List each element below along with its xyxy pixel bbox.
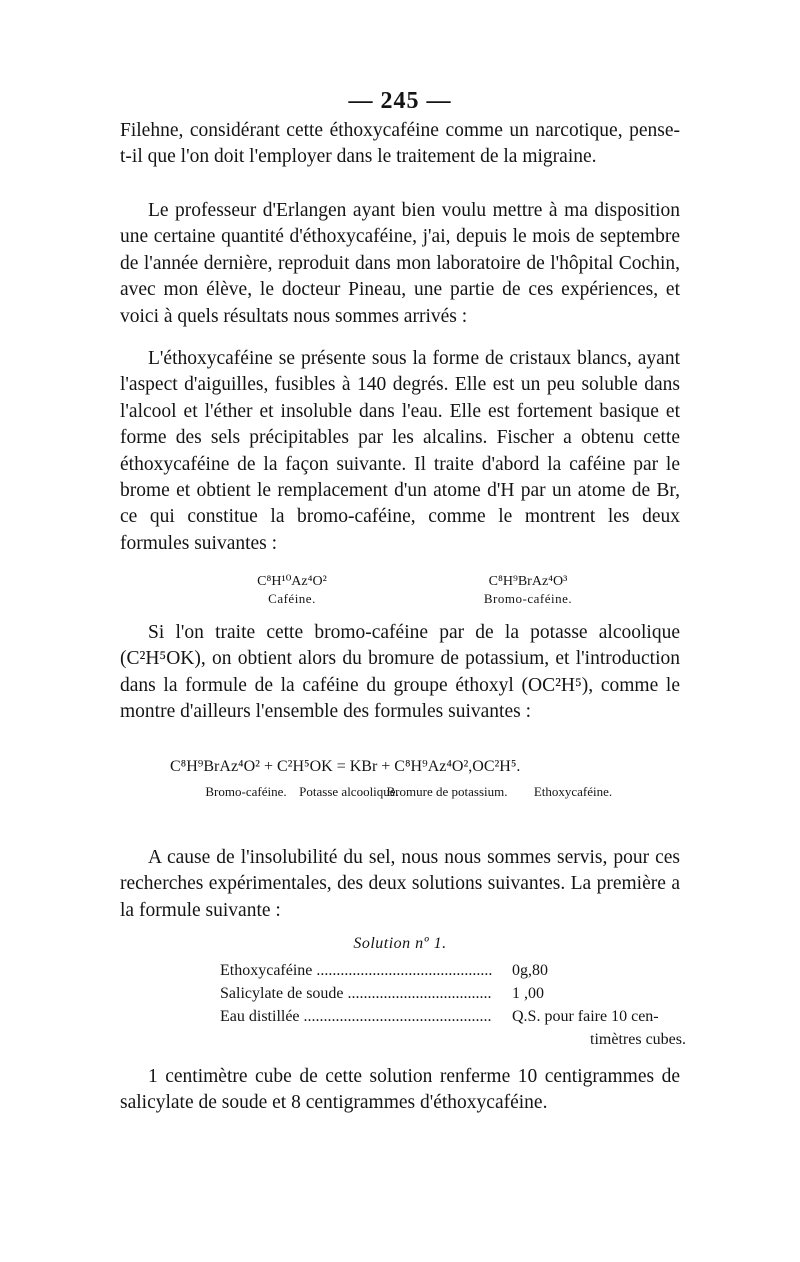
- paragraph-3: [120, 346, 680, 557]
- recipe-ingredient: Eau distillée .....: [220, 1008, 492, 1026]
- formula-text: C⁸H¹⁰Az⁴O²: [257, 574, 327, 589]
- recipe-quantity: 0g,80: [512, 962, 548, 979]
- paragraph-5: [120, 845, 680, 924]
- formula-bromo-cafeine: [448, 573, 608, 607]
- formula-cafeine: [232, 573, 352, 607]
- paragraph-text: L'éthoxycaféine se présente sous la forme de cristaux blancs, ayant l'aspect d'aiguilles, fusibles à 140 degrés. Elle est un peu soluble dans l'alcool et l'éther et insoluble dans l'eau. Elle est fortement basique et forme des sels précipitables par les alcalins. Fischer a obtenu cette éthoxycaféine de la façon suivante. Il traite d'abord la caféine par le brome et obtient le remplacement d'un atome d'H par un atome de Br, ce qui constitue la bromo-caféine, comme le montrent les deux formules suivantes :: [120, 348, 680, 554]
- paragraph-6: [120, 1064, 680, 1117]
- recipe-ingredient: Salicylate de soude .....: [220, 985, 492, 1003]
- formula-caption: Bromo-caféine.: [483, 591, 573, 606]
- paragraph-2: [120, 198, 680, 330]
- paragraph-text: Si l'on traite cette bromo-caféine par de la potasse alcoolique (C²H⁵OK), on obtient alors du bromure de potassium, et l'introduction dans la formule de la caféine du groupe éthoxyl (OC²H⁵), comme le montre d'ailleurs l'ensemble des formules suivantes :: [120, 622, 680, 723]
- recipe-row: [220, 985, 700, 1007]
- paragraph-text: Le professeur d'Erlangen ayant bien voulu mettre à ma disposition une certaine quantité d'éthoxycaféine, j'ai, depuis le mois de septembre de l'année dernière, reproduit dans mon laboratoire de l'hôpital Cochin, avec mon élève, le docteur Pineau, une partie de ces expériences, et voici à quels résultats nous sommes arrivés :: [120, 200, 680, 327]
- recipe-quantity-continuation: timètres cubes.: [590, 1031, 686, 1048]
- equation-caption-ethoxycafeine: Ethoxycaféine.: [533, 784, 613, 799]
- recipe-quantity: 1 ,00: [512, 985, 544, 1002]
- paragraph-text: 1 centimètre cube de cette solution renferme 10 centigrammes de salicylate de soude et 8 centigrammes d'éthoxycaféine.: [120, 1066, 680, 1114]
- equation-caption-bromo-cafeine: Bromo-caféine.: [205, 784, 287, 799]
- equation-caption-bromure: Bromure de potassium.: [386, 784, 508, 799]
- page-number: — 245 —: [348, 88, 452, 114]
- equation-caption-potasse: Potasse alcoolique.: [299, 784, 399, 799]
- reaction-equation: C⁸H⁹BrAz⁴O² + C²H⁵OK = KBr + C⁸H⁹Az⁴O²,OC²H⁵.: [170, 758, 521, 775]
- recipe-quantity: Q.S. pour faire 10 cen-: [512, 1008, 659, 1025]
- paragraph-1: [120, 118, 680, 171]
- solution-title: Solution nº 1.: [353, 935, 447, 952]
- formula-text: C⁸H⁹BrAz⁴O³: [488, 574, 568, 589]
- recipe-row: [220, 962, 700, 984]
- recipe-ingredient: Ethoxycaféine .....: [220, 962, 492, 980]
- formula-caption: Caféine.: [268, 591, 316, 606]
- paragraph-4: [120, 620, 680, 726]
- paragraph-text: A cause de l'insolubilité du sel, nous nous sommes servis, pour ces recherches expérimentales, des deux solutions suivantes. La première a la formule suivante :: [120, 847, 680, 921]
- recipe-row: [220, 1008, 700, 1030]
- paragraph-text: Filehne, considérant cette éthoxycaféine comme un narcotique, pense-t-il que l'on doit l'employer dans le traitement de la migraine.: [120, 120, 680, 168]
